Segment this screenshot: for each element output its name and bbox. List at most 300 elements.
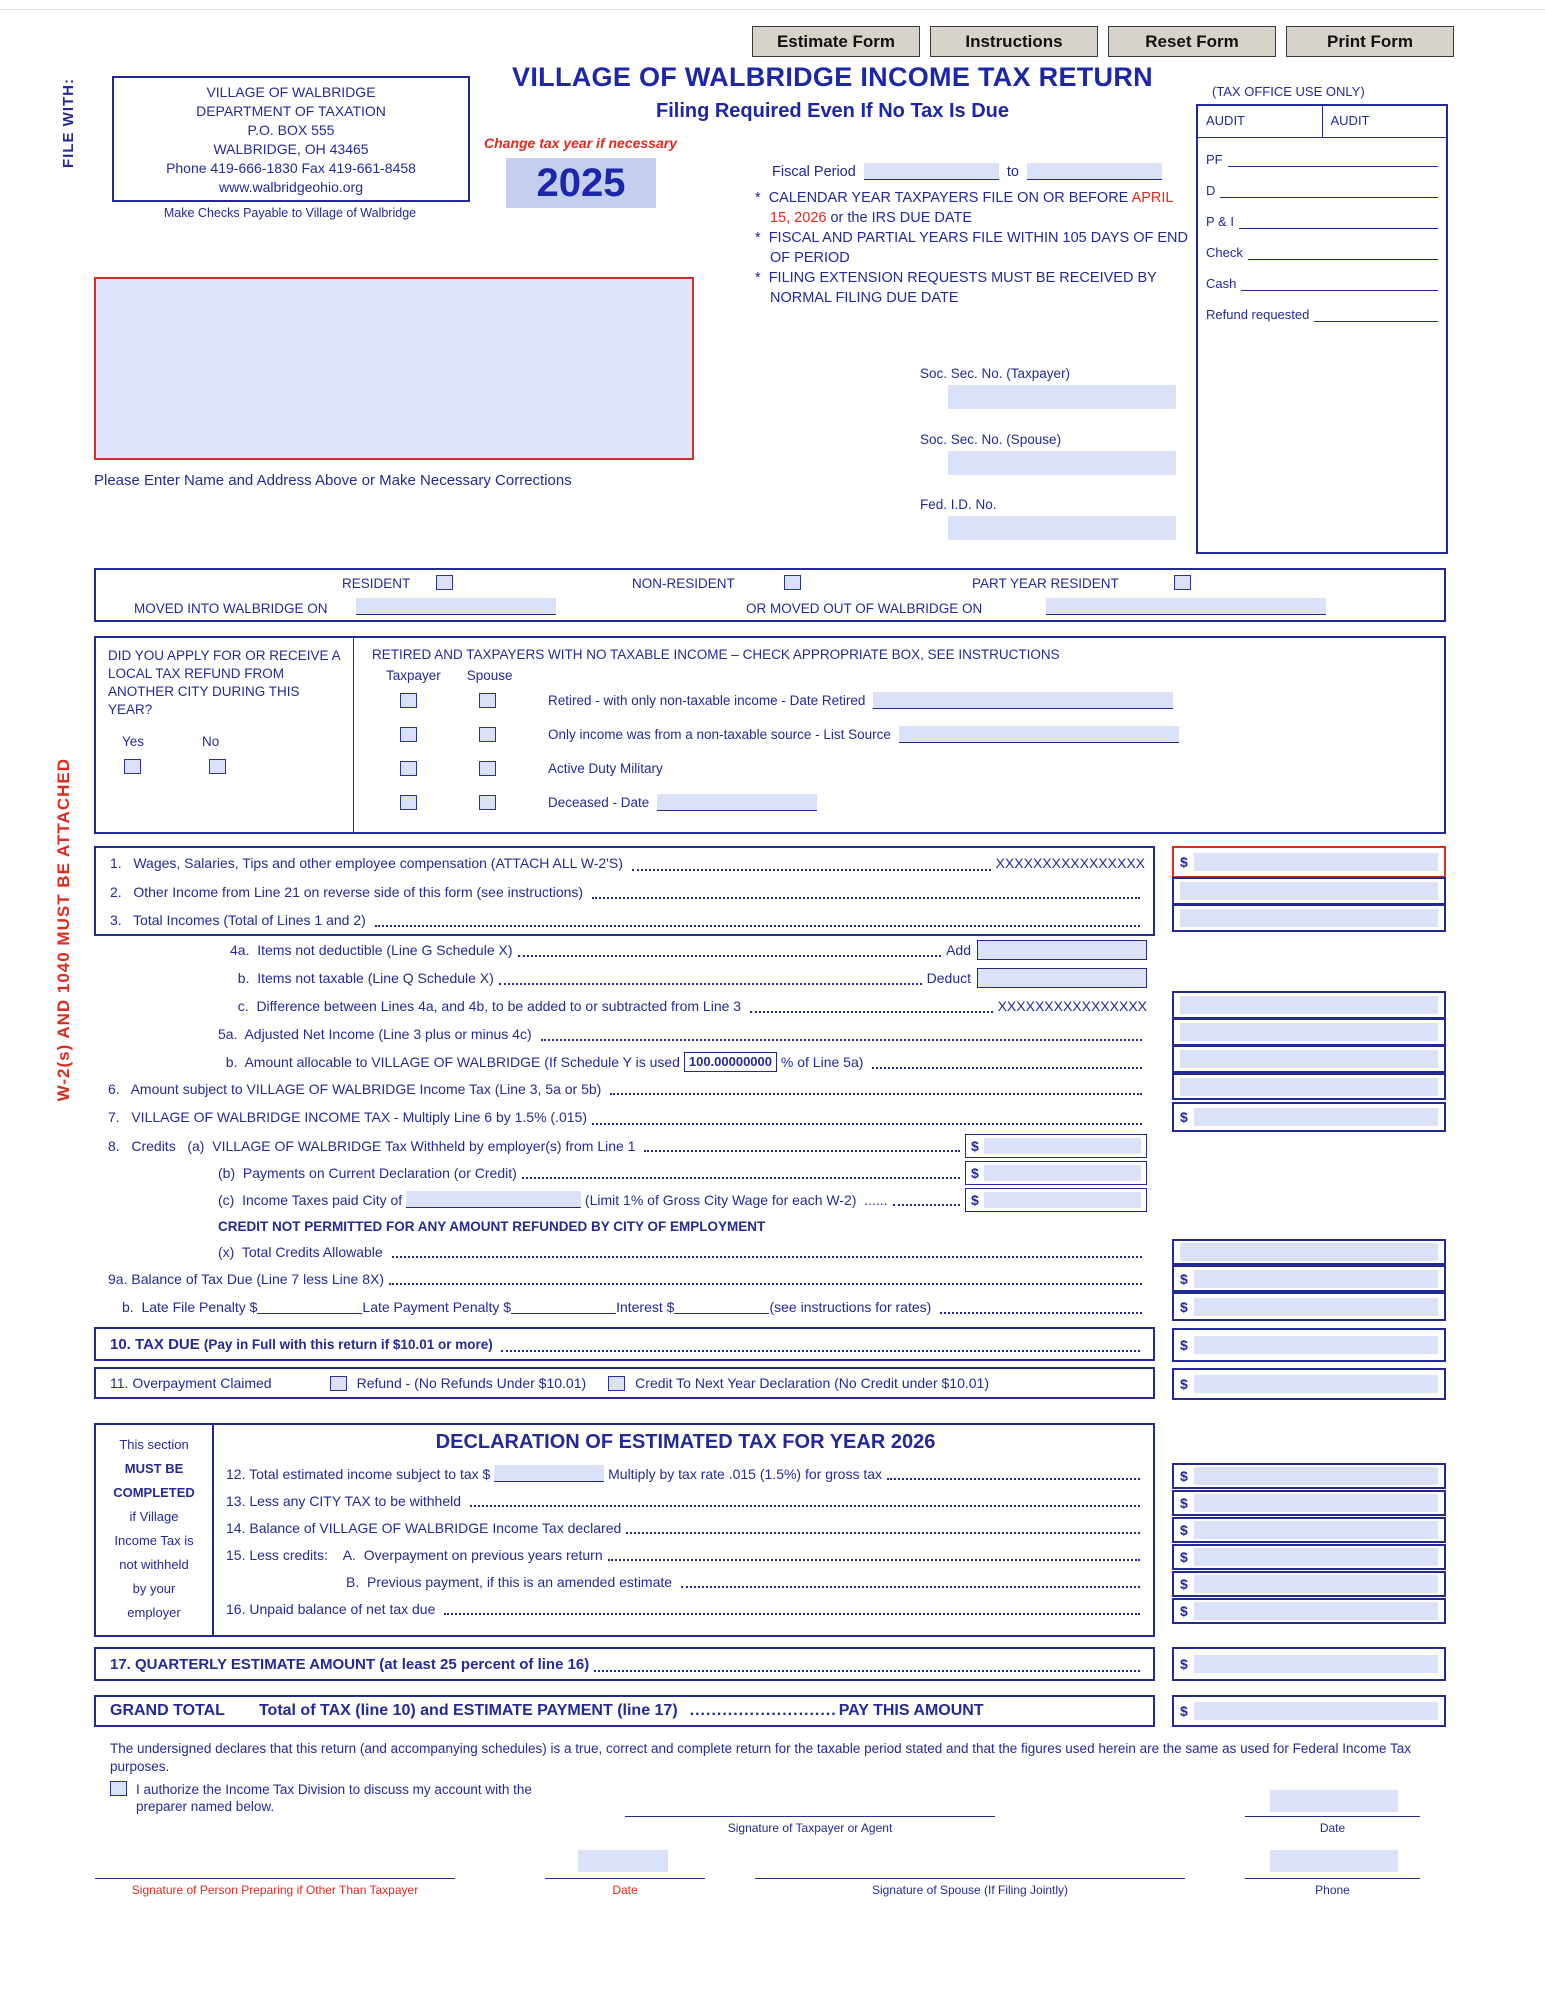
line-3-text: 3. Total Incomes (Total of Lines 1 and 2) [110, 912, 370, 928]
taxpayer-signature-date-field[interactable] [1270, 1790, 1398, 1812]
dots [389, 1282, 1142, 1285]
d-label: D [1206, 183, 1216, 198]
line-9b-rates-note: (see instructions for rates) [769, 1298, 936, 1315]
late-file-penalty-field[interactable] [257, 1300, 362, 1314]
field-fill [1194, 1298, 1438, 1316]
line-8-note-row [94, 1213, 1155, 1239]
refund-no-checkbox[interactable] [209, 759, 226, 774]
line-12-row [226, 1460, 1145, 1487]
line-14-text: 14. Balance of VILLAGE OF WALBRIDGE Income Tax declared [226, 1519, 622, 1536]
print-form-button[interactable]: Print Form [1286, 26, 1454, 57]
line-1-text: 1. Wages, Salaries, Tips and other employee compensation (ATTACH ALL W-2'S) [110, 855, 627, 871]
yes-label: Yes [122, 734, 145, 749]
yes-no-checkboxes [108, 759, 341, 774]
field-fill [1194, 853, 1438, 871]
line-11-row [96, 1369, 1153, 1397]
preparer-date-field[interactable] [578, 1850, 668, 1872]
line-4c-amount-field[interactable] [1172, 991, 1446, 1019]
line-17-amount-field[interactable] [1172, 1647, 1446, 1681]
taxpayer-spouse-headers [372, 668, 1434, 683]
field-fill [1194, 1336, 1438, 1354]
line-9a-row [94, 1265, 1155, 1292]
schedule-y-percentage-field[interactable]: 100.00000000 [684, 1052, 777, 1072]
line-8a-text: 8. Credits (a) VILLAGE OF WALBRIDGE Tax Withheld by employer(s) from Line 1 [108, 1137, 640, 1154]
line-10-amount-field[interactable] [1172, 1328, 1446, 1362]
bullet3-text: * FILING EXTENSION REQUESTS MUST BE RECEIVED BY NORMAL FILING DUE DATE [755, 270, 1161, 306]
line-12-pre: 12. Total estimated income subject to tax $ [226, 1465, 495, 1482]
interest-field[interactable] [674, 1300, 769, 1314]
field-fill [1194, 1108, 1438, 1126]
fiscal-end-field[interactable] [1027, 163, 1162, 180]
field-fill [1194, 1467, 1438, 1485]
line-4b-deduct-label: Deduct [926, 970, 971, 986]
ssn-spouse-label: Soc. Sec. No. (Spouse) [920, 432, 1062, 447]
fiscal-period-label: Fiscal Period [772, 164, 856, 180]
line-14-amount-field[interactable] [1172, 1517, 1446, 1543]
estimate-form-button[interactable]: Estimate Form [752, 26, 920, 57]
line-9a-amount-field[interactable] [1172, 1265, 1446, 1292]
field-fill [1180, 909, 1438, 927]
line-4a-row [94, 936, 1155, 964]
field-fill [984, 1165, 1141, 1181]
bullet1-post: or the IRS DUE DATE [826, 209, 973, 226]
pay-this-amount-label: PAY THIS AMOUNT [838, 1702, 984, 1719]
line-9b-late-payment-label: Late Payment Penalty $ [362, 1298, 512, 1315]
tax-office-row-pi [1198, 200, 1446, 231]
line-4b-field[interactable] [977, 968, 1147, 988]
dollar-sign: $ [1180, 1576, 1188, 1592]
declaration-title: DECLARATION OF ESTIMATED TAX FOR YEAR 2026 [435, 1431, 936, 1453]
line-8x-text: (x) Total Credits Allowable [218, 1244, 387, 1260]
line-4c-row [94, 992, 1155, 1020]
field-fill [1180, 1023, 1438, 1041]
part-year-resident-checkbox[interactable] [1174, 575, 1191, 590]
line-17-text: 17. QUARTERLY ESTIMATE AMOUNT (at least 25 percent of line 16) [110, 1655, 590, 1673]
dots [750, 1010, 993, 1013]
dollar-sign: $ [971, 1164, 979, 1181]
dots [470, 1504, 1140, 1507]
retired-taxpayer-checkbox-2[interactable] [400, 727, 417, 742]
dots [499, 982, 922, 985]
line-3-amount-field[interactable] [1172, 904, 1446, 932]
line-8c-text: (c) Income Taxes paid City of [218, 1191, 407, 1208]
bullet-fiscal-years [755, 229, 1191, 268]
field-fill [984, 1138, 1141, 1154]
authorize-row [110, 1781, 580, 1815]
line-13-text: 13. Less any CITY TAX to be withheld [226, 1492, 465, 1509]
line-9b-amount-field[interactable] [1172, 1292, 1446, 1321]
retired-row-1-label: Retired - with only non-taxable income - Date Retired [548, 692, 866, 708]
refund-requested-label: Refund requested [1206, 307, 1310, 322]
line-6-row [94, 1076, 1155, 1102]
field-fill [1194, 1521, 1438, 1539]
audit-label-right: AUDIT [1330, 113, 1370, 128]
grand-total-box [94, 1695, 1155, 1727]
line-16-text: 16. Unpaid balance of net tax due [226, 1600, 440, 1617]
dollar-sign: $ [1180, 1376, 1188, 1392]
line-12-post: Multiply by tax rate .015 (1.5%) for gross tax [604, 1465, 883, 1482]
field-fill [1180, 1050, 1438, 1068]
filing-rules-bullets [755, 189, 1191, 309]
line-8c-field[interactable] [965, 1188, 1147, 1212]
dollar-sign: $ [1180, 1703, 1188, 1719]
fiscal-start-field[interactable] [864, 163, 999, 180]
dots [632, 868, 991, 871]
preparer-signature-line[interactable] [95, 1878, 455, 1879]
line-8b-field[interactable] [965, 1161, 1147, 1185]
taxpayer-date-line[interactable] [1245, 1816, 1420, 1817]
part-year-resident-label: PART YEAR RESIDENT [972, 576, 1119, 591]
line-10-tax-due-label: 10. TAX DUE [110, 1335, 204, 1353]
line-15a-amount-field[interactable] [1172, 1544, 1446, 1570]
bullet1-due-date: APRIL 15, 2026 [770, 190, 1177, 226]
refund-claim-checkbox[interactable] [330, 1376, 347, 1391]
dollar-sign: $ [1180, 1549, 1188, 1565]
retired-section [354, 638, 1444, 832]
refund-retired-box [94, 636, 1446, 834]
dollar-sign: $ [1180, 1298, 1188, 1315]
sidebar-line-3: COMPLETED [113, 1485, 195, 1500]
line-6-amount-field[interactable] [1172, 1073, 1446, 1100]
sidebar-line-6: not withheld [119, 1557, 189, 1572]
retired-taxpayer-checkbox-1[interactable] [400, 693, 417, 708]
line-4a-field[interactable] [977, 940, 1147, 960]
dots [594, 1669, 1140, 1672]
bullet-extension [755, 269, 1191, 308]
late-payment-penalty-field[interactable] [511, 1300, 616, 1314]
non-resident-checkbox[interactable] [784, 575, 801, 590]
audit-header-row [1198, 106, 1446, 138]
dots [375, 924, 1140, 927]
line-3-row [96, 906, 1153, 934]
d-blank-line [1220, 195, 1438, 198]
instructions-button[interactable]: Instructions [930, 26, 1098, 57]
dollar-sign: $ [1180, 1337, 1188, 1353]
spouse-signature-line[interactable] [755, 1878, 1185, 1879]
taxpayer-signature-label: Signature of Taxpayer or Agent [727, 1821, 893, 1835]
dollar-sign: $ [1180, 1468, 1188, 1484]
yes-no-labels [108, 733, 341, 751]
name-address-entry-field[interactable] [94, 277, 694, 460]
preparer-date-label: Date [612, 1883, 638, 1897]
dollar-sign: $ [971, 1191, 979, 1208]
dollar-sign: $ [1180, 1109, 1188, 1125]
residency-box [94, 568, 1446, 622]
field-fill [1194, 1270, 1438, 1288]
pf-blank-line [1228, 164, 1438, 167]
line-9b-row [94, 1292, 1155, 1321]
declaration-sidebar [96, 1425, 214, 1635]
line-9b-interest-label: Interest $ [616, 1298, 675, 1315]
retired-header: RETIRED AND TAXPAYERS WITH NO TAXABLE INCOME – CHECK APPROPRIATE BOX, SEE INSTRUCTIONS [372, 647, 1060, 662]
line-1-amount-field[interactable] [1172, 846, 1446, 878]
line-2-text: 2. Other Income from Line 21 on reverse side of this form (see instructions) [110, 884, 587, 900]
line-8a-field[interactable] [965, 1134, 1147, 1158]
line-8b-row [94, 1159, 1155, 1186]
address-instruction-note: Please Enter Name and Address Above or Make Necessary Corrections [94, 472, 572, 489]
dots [518, 954, 942, 957]
check-label: Check [1206, 245, 1243, 260]
cash-blank-line [1241, 288, 1438, 291]
line-10-pay-note: (Pay in Full with this return if $10.01 or more) [203, 1336, 497, 1352]
line-17-box [94, 1647, 1155, 1681]
preparer-signature-label: Signature of Person Preparing if Other Than Taxpayer [131, 1883, 419, 1897]
line-15a-text: 15. Less credits: A. Overpayment on previous years return [226, 1546, 603, 1563]
line-4c-text: c. Difference between Lines 4a, and 4b, to be added to or subtracted from Line 3 [230, 998, 745, 1014]
tax-office-row-cash [1198, 262, 1446, 293]
refund-option-label: Refund - (No Refunds Under $10.01) [356, 1375, 587, 1391]
line-5b-amount-field[interactable] [1172, 1045, 1446, 1073]
dots [893, 1203, 960, 1206]
dots [592, 1122, 1142, 1125]
authorize-checkbox[interactable] [110, 1781, 127, 1796]
retired-row-2-label: Only income was from a non-taxable source - List Source [548, 726, 891, 742]
dollar-sign: $ [971, 1137, 979, 1154]
local-refund-question [96, 638, 354, 832]
line-4c-xs: XXXXXXXXXXXXXXXX [997, 998, 1147, 1014]
dots [887, 1477, 1140, 1480]
field-fill [1194, 1702, 1438, 1720]
credit-not-permitted-note: CREDIT NOT PERMITTED FOR ANY AMOUNT REFUNDED BY CITY OF EMPLOYMENT [218, 1218, 766, 1234]
dollar-sign: $ [1180, 1495, 1188, 1511]
w2-1040-attach-note: W-2(s) AND 1040 MUST BE ATTACHED [54, 758, 73, 1102]
line-8a-row [94, 1132, 1155, 1159]
field-fill [1180, 882, 1438, 900]
line-7-text: 7. VILLAGE OF WALBRIDGE INCOME TAX - Multiply Line 6 by 1.5% (.015) [108, 1109, 588, 1125]
line-10-box [94, 1327, 1155, 1361]
undersigned-declaration-text: The undersigned declares that this return (and accompanying schedules) is a true, correct and complete return for the taxable period stated and that the figures used herein are the same as used for Federal Income Tax purposes. [110, 1741, 1411, 1774]
line-11-text: 11. Overpayment Claimed [110, 1375, 272, 1391]
ssn-taxpayer-field[interactable] [948, 385, 1176, 409]
line-11-amount-field[interactable] [1172, 1368, 1446, 1400]
phone-line[interactable] [1245, 1878, 1420, 1879]
sidebar-line-4: if Village [129, 1509, 179, 1524]
dots [522, 1176, 960, 1179]
dots [444, 1612, 1140, 1615]
pi-blank-line [1239, 226, 1438, 229]
dollar-sign: $ [1180, 1603, 1188, 1619]
reset-form-button[interactable]: Reset Form [1108, 26, 1276, 57]
dots [940, 1311, 1142, 1314]
dots [626, 1531, 1140, 1534]
sidebar-line-1: This section [119, 1437, 189, 1452]
dept-line-5: Phone 419-666-1830 Fax 419-661-8458 [166, 160, 416, 176]
dots [610, 1092, 1142, 1095]
dots [541, 1038, 1143, 1041]
bullet1-pre: * CALENDAR YEAR TAXPAYERS FILE ON OR BEFORE [755, 190, 1132, 206]
change-tax-year-note: Change tax year if necessary [484, 135, 677, 151]
moved-into-date-field[interactable] [356, 598, 556, 615]
retired-row-4 [372, 785, 1434, 819]
preparer-date-line[interactable] [545, 1878, 705, 1879]
line-6-text: 6. Amount subject to VILLAGE OF WALBRIDGE Income Tax (Line 3, 5a or 5b) [108, 1081, 606, 1097]
taxpayer-signature-line[interactable] [625, 1816, 995, 1817]
phone-field[interactable] [1270, 1850, 1398, 1872]
moved-out-date-field[interactable] [1046, 598, 1326, 615]
field-fill [1194, 1655, 1438, 1673]
line-2-amount-field[interactable] [1172, 877, 1446, 905]
field-fill [1194, 1494, 1438, 1512]
pf-label: PF [1206, 152, 1223, 167]
line-7-row [94, 1102, 1155, 1132]
dept-line-1: VILLAGE OF WALBRIDGE [206, 84, 376, 100]
retired-taxpayer-checkbox-4[interactable] [400, 795, 417, 810]
line-4b-text: b. Items not taxable (Line Q Schedule X) [230, 970, 494, 986]
line-5b-text: b. Amount allocable to VILLAGE OF WALBRIDGE (If Schedule Y is used [218, 1054, 684, 1070]
field-fill [1194, 1602, 1438, 1620]
retired-spouse-checkbox-1[interactable] [479, 693, 496, 708]
taxpayer-date-label: Date [1319, 1821, 1346, 1835]
tax-office-use-only-label: (TAX OFFICE USE ONLY) [1212, 84, 1365, 99]
list-source-field[interactable] [899, 726, 1179, 743]
ssn-taxpayer-group [920, 366, 1182, 409]
form-subtitle: Filing Required Even If No Tax Is Due [655, 100, 1010, 122]
bullet-calendar-year [755, 189, 1191, 228]
field-fill [1180, 1243, 1438, 1261]
retired-row-4-label: Deceased - Date [548, 794, 650, 810]
check-blank-line [1248, 257, 1438, 260]
fiscal-to-label: to [1006, 164, 1019, 180]
lines-1-3-box [94, 846, 1155, 936]
retired-spouse-checkbox-3[interactable] [479, 761, 496, 776]
field-fill [1180, 1078, 1438, 1096]
line-5b-post: % of Line 5a) [777, 1054, 868, 1070]
dollar-sign: $ [1180, 1656, 1188, 1672]
resident-checkbox[interactable] [436, 575, 453, 590]
line-8x-amount-field[interactable] [1172, 1239, 1446, 1265]
line-9a-text: 9a. Balance of Tax Due (Line 7 less Line 8X) [108, 1270, 385, 1287]
dots [501, 1349, 1140, 1352]
spouse-column-label: Spouse [466, 668, 513, 683]
grand-total-text: Total of TAX (line 10) and ESTIMATE PAYMENT (line 17) [258, 1702, 678, 1719]
field-fill [1194, 1548, 1438, 1566]
refund-question-text: DID YOU APPLY FOR OR RECEIVE A LOCAL TAX REFUND FROM ANOTHER CITY DURING THIS YEAR? [108, 648, 340, 717]
line-7-amount-field[interactable] [1172, 1102, 1446, 1132]
grand-total-dots: ........................... [689, 1702, 837, 1719]
fed-id-field[interactable] [948, 516, 1176, 540]
line-11-box [94, 1367, 1155, 1399]
phone-label: Phone [1315, 1883, 1350, 1897]
form-title: VILLAGE OF WALBRIDGE INCOME TAX RETURN [512, 62, 1153, 92]
dots [592, 896, 1140, 899]
line-1-xs: XXXXXXXXXXXXXXXX [995, 855, 1145, 871]
ssn-taxpayer-label: Soc. Sec. No. (Taxpayer) [920, 366, 1071, 381]
field-fill [984, 1192, 1141, 1208]
line-4a-add-label: Add [946, 942, 971, 958]
retired-taxpayer-checkbox-3[interactable] [400, 761, 417, 776]
ssn-spouse-group [920, 432, 1182, 475]
line-15b-amount-field[interactable] [1172, 1571, 1446, 1597]
line-8c-row [94, 1186, 1155, 1213]
line-5a-row [94, 1020, 1155, 1048]
retired-row-2 [372, 717, 1434, 751]
dept-line-6: www.walbridgeohio.org [219, 179, 363, 195]
line-8c-post: (Limit 1% of Gross City Wage for each W-2) ...... [581, 1191, 888, 1208]
resident-label: RESIDENT [342, 576, 411, 591]
retired-row-3 [372, 751, 1434, 785]
credit-option-label: Credit To Next Year Declaration (No Credit under $10.01) [635, 1375, 989, 1391]
declaration-main [214, 1425, 1153, 1635]
tax-office-box [1196, 104, 1448, 554]
line-16-row [226, 1595, 1145, 1622]
line-15b-text: B. Previous payment, if this is an amended estimate [346, 1573, 676, 1590]
retired-spouse-checkbox-2[interactable] [479, 727, 496, 742]
line-16-amount-field[interactable] [1172, 1598, 1446, 1624]
line-4a-text: 4a. Items not deductible (Line G Schedule X) [230, 942, 513, 958]
dots [872, 1066, 1142, 1069]
fed-id-group [920, 497, 1182, 540]
line-8x-row [94, 1239, 1155, 1265]
line-4b-row [94, 964, 1155, 992]
department-address-box [112, 76, 470, 202]
sidebar-line-8: employer [127, 1605, 181, 1620]
tax-office-row-d [1198, 169, 1446, 200]
credit-next-year-checkbox[interactable] [608, 1376, 625, 1391]
line-14-row [226, 1514, 1145, 1541]
dots [608, 1558, 1140, 1561]
retired-spouse-checkbox-4[interactable] [479, 795, 496, 810]
line-2-row [96, 878, 1153, 906]
dollar-sign: $ [1180, 854, 1188, 870]
non-resident-label: NON-RESIDENT [632, 576, 735, 591]
line-5a-text: 5a. Adjusted Net Income (Line 3 plus or minus 4c) [218, 1026, 536, 1042]
tax-year-field[interactable]: 2025 [506, 158, 656, 208]
audit-label-left: AUDIT [1198, 106, 1323, 137]
line-13-row [226, 1487, 1145, 1514]
line-5a-amount-field[interactable] [1172, 1018, 1446, 1046]
refund-blank-line [1314, 319, 1438, 322]
sidebar-line-7: by your [132, 1581, 176, 1596]
retired-row-1 [372, 683, 1434, 717]
sidebar-line-5: Income Tax is [114, 1533, 194, 1548]
field-fill [1194, 1375, 1438, 1393]
moved-out-label: OR MOVED OUT OF WALBRIDGE ON [746, 601, 983, 616]
field-fill [1180, 996, 1438, 1014]
cash-label: Cash [1206, 276, 1237, 291]
deceased-date-field[interactable] [657, 794, 817, 811]
line-8b-text: (b) Payments on Current Declaration (or Credit) [218, 1164, 517, 1181]
line-15a-row [226, 1541, 1145, 1568]
sidebar-line-2: MUST BE [124, 1461, 184, 1476]
ssn-spouse-field[interactable] [948, 451, 1176, 475]
grand-total-label: GRAND TOTAL [110, 1702, 225, 1719]
line-12-amount-field[interactable] [1172, 1463, 1446, 1489]
dots [392, 1255, 1142, 1258]
no-label: No [202, 734, 220, 749]
line-8c-city-field[interactable] [406, 1191, 581, 1208]
dollar-sign: $ [1180, 1270, 1188, 1287]
tax-office-row-check [1198, 231, 1446, 262]
pi-label: P & I [1206, 214, 1234, 229]
tax-office-row-pf [1198, 138, 1446, 169]
authorize-text: I authorize the Income Tax Division to discuss my account with the preparer named below. [136, 1782, 532, 1814]
checks-payable-note: Make Checks Payable to Village of Walbridge [163, 206, 417, 220]
field-fill [1194, 1575, 1438, 1593]
taxpayer-column-label: Taxpayer [386, 668, 441, 683]
line-1-row [96, 848, 1153, 878]
line-13-amount-field[interactable] [1172, 1490, 1446, 1516]
grand-total-amount-field[interactable] [1172, 1695, 1446, 1727]
date-retired-field[interactable] [873, 692, 1173, 709]
dept-line-2: DEPARTMENT OF TAXATION [196, 103, 386, 119]
spouse-signature-label: Signature of Spouse (If Filing Jointly) [871, 1883, 1069, 1897]
dots [644, 1149, 960, 1152]
bullet2-text: * FISCAL AND PARTIAL YEARS FILE WITHIN 105 DAYS OF END OF PERIOD [755, 230, 1192, 266]
main-tax-lines [94, 846, 1446, 1399]
line-12-income-field[interactable] [494, 1465, 604, 1482]
refund-yes-checkbox[interactable] [124, 759, 141, 774]
line-9b-late-file-label: b. Late File Penalty $ [122, 1298, 258, 1315]
